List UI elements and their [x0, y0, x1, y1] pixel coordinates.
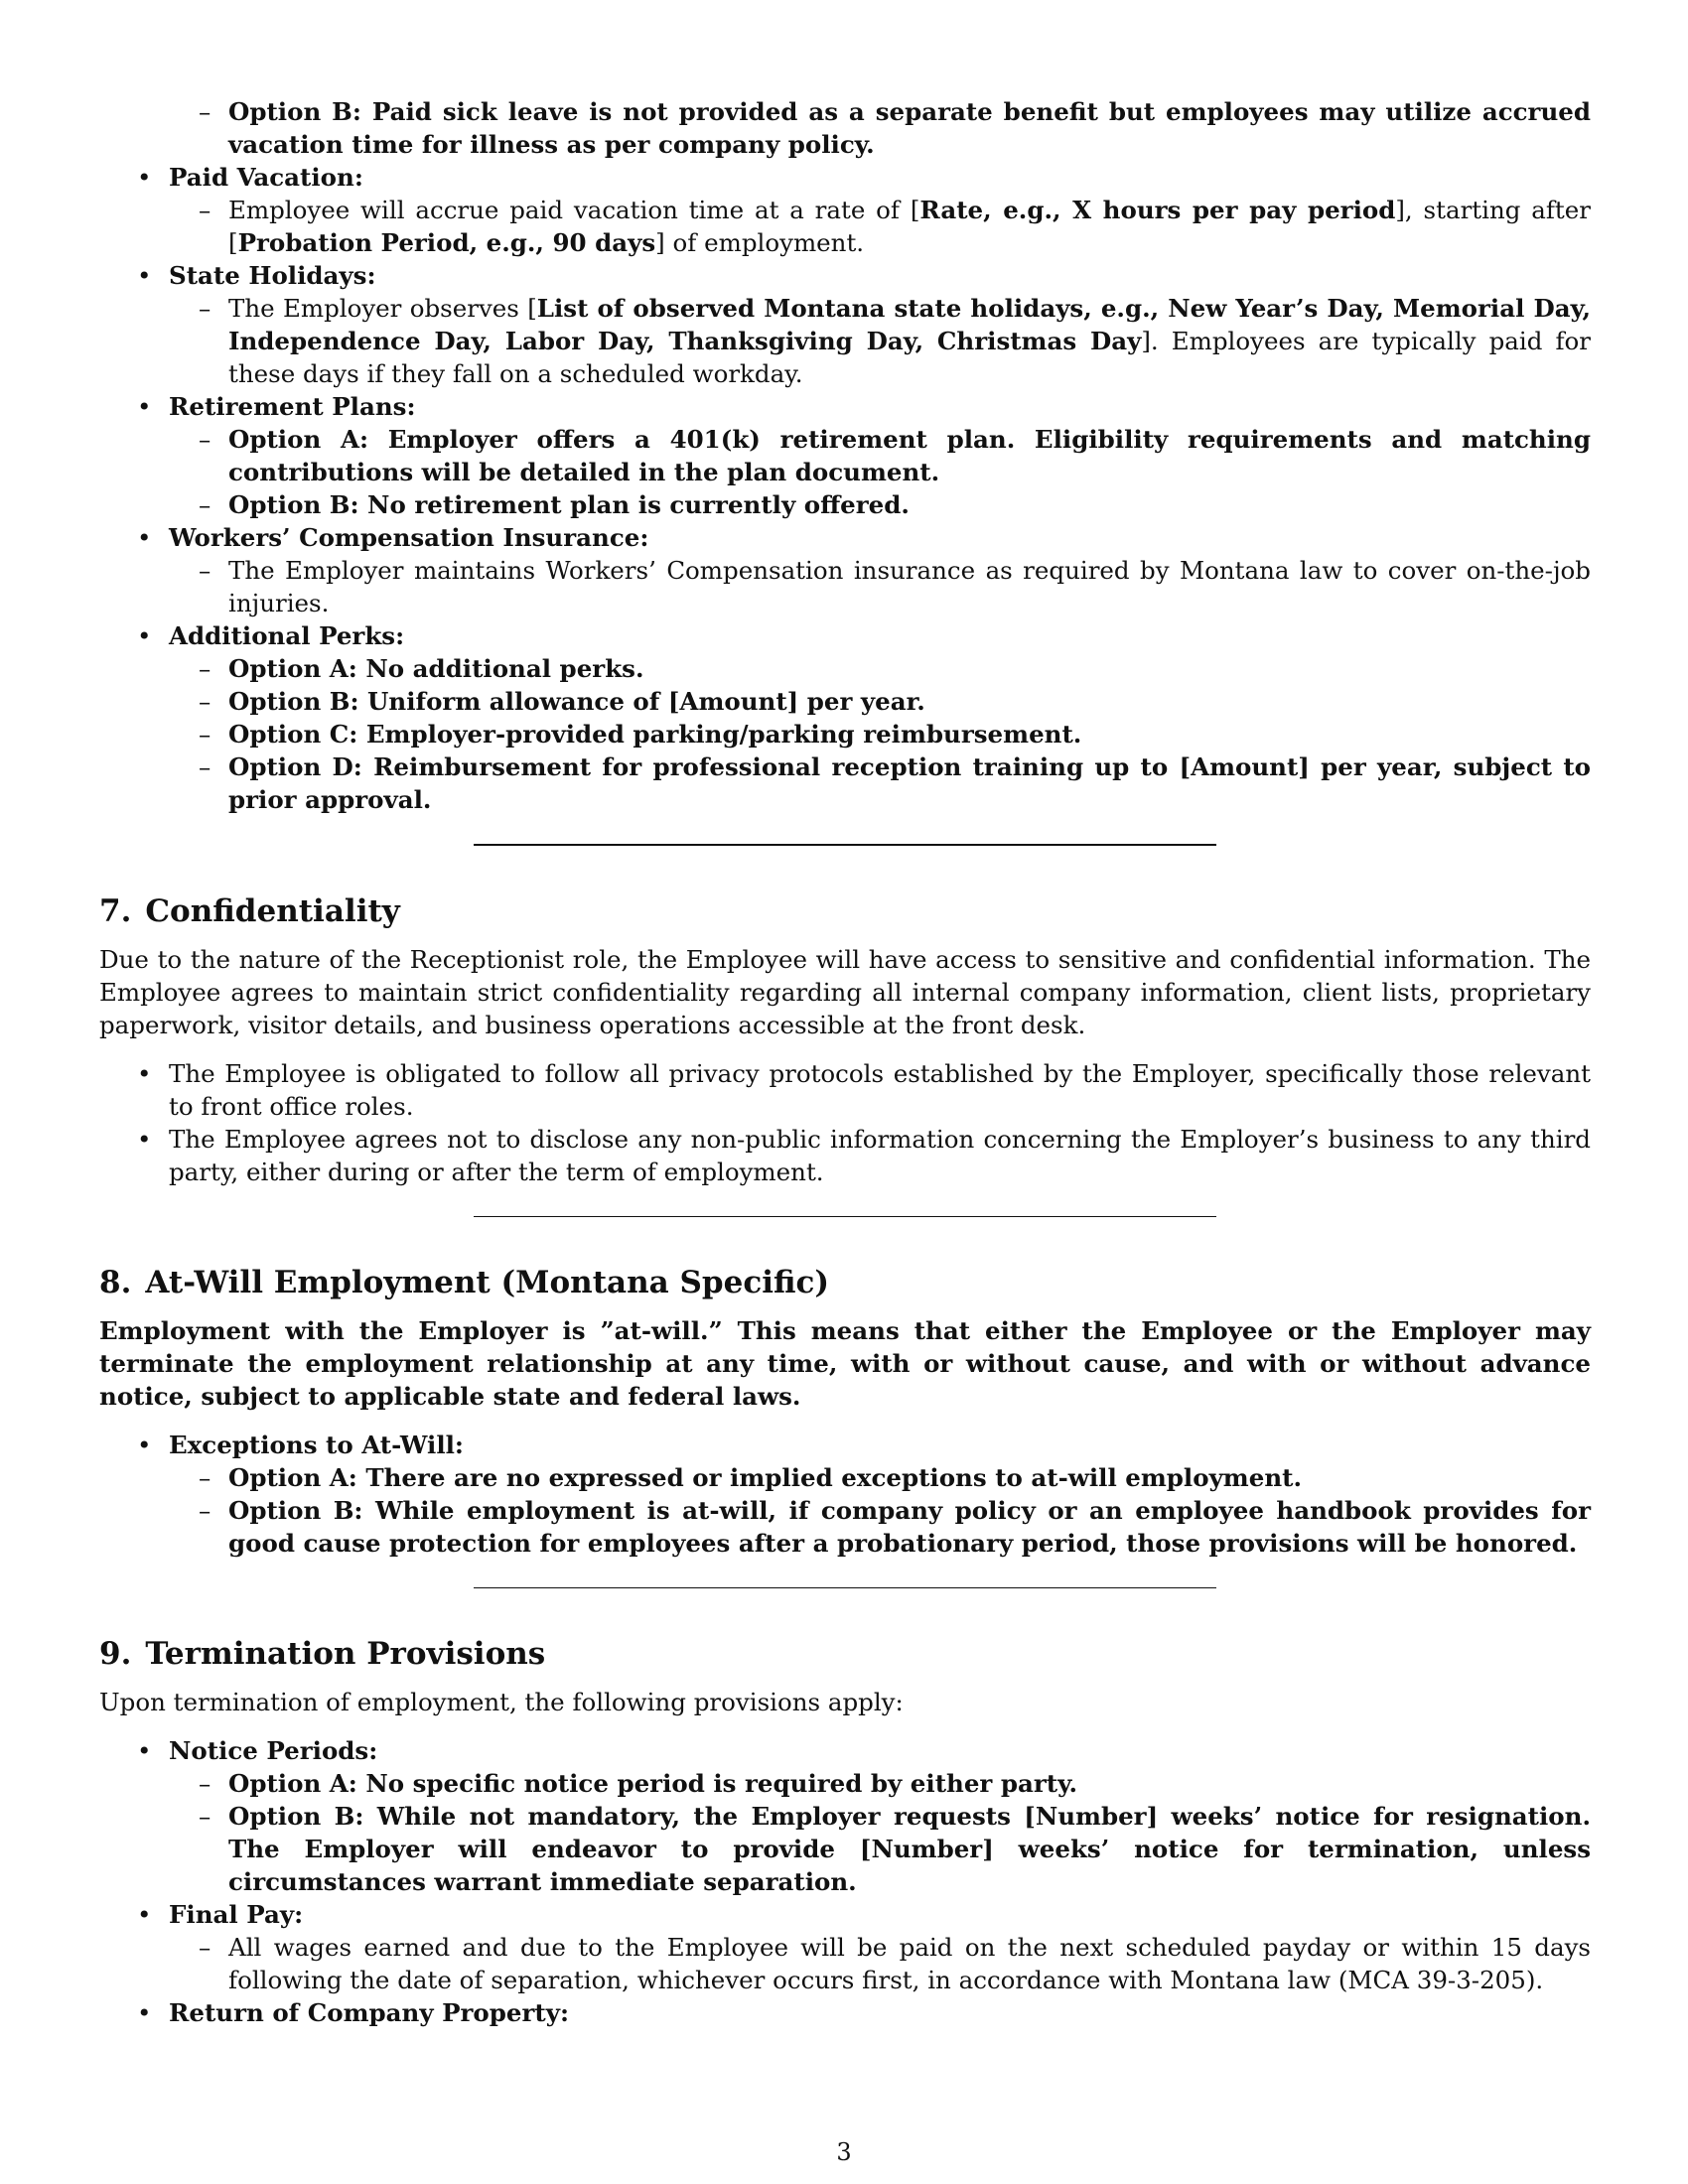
- list-item: [99, 1898, 1591, 1996]
- list-item: • The Employee is obligated to follow all privacy protocols established by the Employer, specifically those relevant to front office roles.: [99, 1057, 1591, 1123]
- option-item: – Option A: There are no expressed or implied exceptions to at-will employment.: [169, 1461, 1591, 1494]
- option-item: [169, 194, 1591, 259]
- benefit-label: Workers’ Compensation Insurance:: [169, 523, 649, 552]
- text-segment: Rate, e.g., X hours per pay period: [919, 196, 1396, 224]
- text-segment: Option B: Paid sick leave is not provided as a separate benefit but employees may utilize accrued vacation time for illness as per company policy.: [228, 97, 1591, 159]
- benefits-list: [99, 95, 1591, 816]
- option-item: [169, 554, 1591, 619]
- list-item: • The Employee agrees not to disclose any non-public information concerning the Employer’s business to any third party, either during or after the term of employment.: [99, 1123, 1591, 1188]
- list-item: [99, 1996, 1591, 2029]
- document-page: [99, 95, 1591, 2029]
- benefit-label: Additional Perks:: [169, 621, 405, 650]
- text-segment: List of observed Montana state holidays, e.g., New Year’s Day, Memorial Day, Independence Day, Labor Day, Thanksgiving Day, Christmas Day: [228, 294, 1591, 355]
- list-item: [99, 1429, 1591, 1560]
- section-7-bullets: [99, 1057, 1591, 1188]
- section-7-heading: 7. Confidentiality: [99, 893, 400, 929]
- section-9-intro: Upon termination of employment, the following provisions apply:: [99, 1688, 904, 1716]
- page-number: 3: [836, 2138, 852, 2166]
- benefit-item: [99, 619, 1591, 816]
- section-8-bullets: [99, 1429, 1591, 1560]
- option-item: – Option A: No specific notice period is required by either party.: [169, 1767, 1591, 1800]
- benefit-label: Retirement Plans:: [169, 392, 416, 421]
- final-pay-label: Final Pay:: [169, 1900, 304, 1929]
- text-segment: Option A: No additional perks.: [228, 654, 644, 683]
- option-item: – Option B: While not mandatory, the Employer requests [Number] weeks’ notice for resignation. The Employer will endeavor to provide [Number] weeks’ notice for termination, unless circumstances warrant immediate separation.: [169, 1800, 1591, 1898]
- benefit-item: [99, 259, 1591, 390]
- text-segment: ] of employment.: [655, 228, 865, 257]
- return-property-label: Return of Company Property:: [169, 1998, 569, 2027]
- section-9-bullets: [99, 1734, 1591, 2029]
- option-item: [169, 652, 1591, 685]
- text-segment: ]. Employees are typically paid for these days if they fall on a scheduled workday.: [228, 327, 1591, 388]
- text-segment: Option C: Employer-provided parking/parking reimbursement.: [228, 720, 1082, 749]
- text-segment: The Employer observes [: [228, 294, 537, 323]
- text-segment: ], starting after [: [228, 196, 1591, 257]
- option-item: [169, 718, 1591, 751]
- option-item: [169, 488, 1591, 521]
- text-segment: The Employer maintains Workers’ Compensation insurance as required by Montana law to cover on-the-job injuries.: [228, 556, 1591, 617]
- text-segment: Option B: No retirement plan is currently offered.: [228, 490, 910, 519]
- notice-label: Notice Periods:: [169, 1736, 378, 1765]
- section-9-heading: 9. Termination Provisions: [99, 1636, 546, 1672]
- text-segment: Option D: Reimbursement for professional reception training up to [Amount] per year, subject to prior approval.: [228, 752, 1591, 814]
- exceptions-label: Exceptions to At-Will:: [169, 1431, 464, 1459]
- option-item: – All wages earned and due to the Employee will be paid on the next scheduled payday or within 15 days following the date of separation, whichever occurs first, in accordance with Montana law (MCA 39-3-205).: [169, 1931, 1591, 1996]
- benefit-label: Paid Vacation:: [169, 163, 363, 192]
- benefit-item: [99, 521, 1591, 619]
- list-item: [99, 1734, 1591, 1898]
- text-segment: Option A: Employer offers a 401(k) retirement plan. Eligibility requirements and matching contributions will be detailed in the plan document.: [228, 425, 1591, 486]
- option-item: [169, 423, 1591, 488]
- benefit-item: [99, 161, 1591, 259]
- option-item: [169, 751, 1591, 816]
- text-segment: Employee will accrue paid vacation time at a rate of [: [228, 196, 920, 224]
- benefit-label: State Holidays:: [169, 261, 376, 290]
- option-item: [169, 95, 1591, 161]
- section-8-intro: Employment with the Employer is ”at-will.” This means that either the Employee or the Employer may terminate the employment relationship at any time, with or without cause, and with or without advance notice, subject to applicable state and federal laws.: [99, 1316, 1591, 1411]
- text-segment: Probation Period, e.g., 90 days: [237, 228, 656, 257]
- option-item: – Option B: While employment is at-will, if company policy or an employee handbook provides for good cause protection for employees after a probationary period, those provisions will be honored.: [169, 1494, 1591, 1560]
- benefit-item-continued: [99, 95, 1591, 161]
- text-segment: Option B: Uniform allowance of [Amount] per year.: [228, 687, 925, 716]
- section-7-intro: Due to the nature of the Receptionist role, the Employee will have access to sensitive and confidential information. The Employee agrees to maintain strict confidentiality regarding all internal company information, client lists, proprietary paperwork, visitor details, and business operations accessible at the front desk.: [99, 945, 1591, 1039]
- option-item: [169, 685, 1591, 718]
- section-8-heading: 8. At-Will Employment (Montana Specific): [99, 1265, 830, 1300]
- benefit-item: [99, 390, 1591, 521]
- option-item: [169, 292, 1591, 390]
